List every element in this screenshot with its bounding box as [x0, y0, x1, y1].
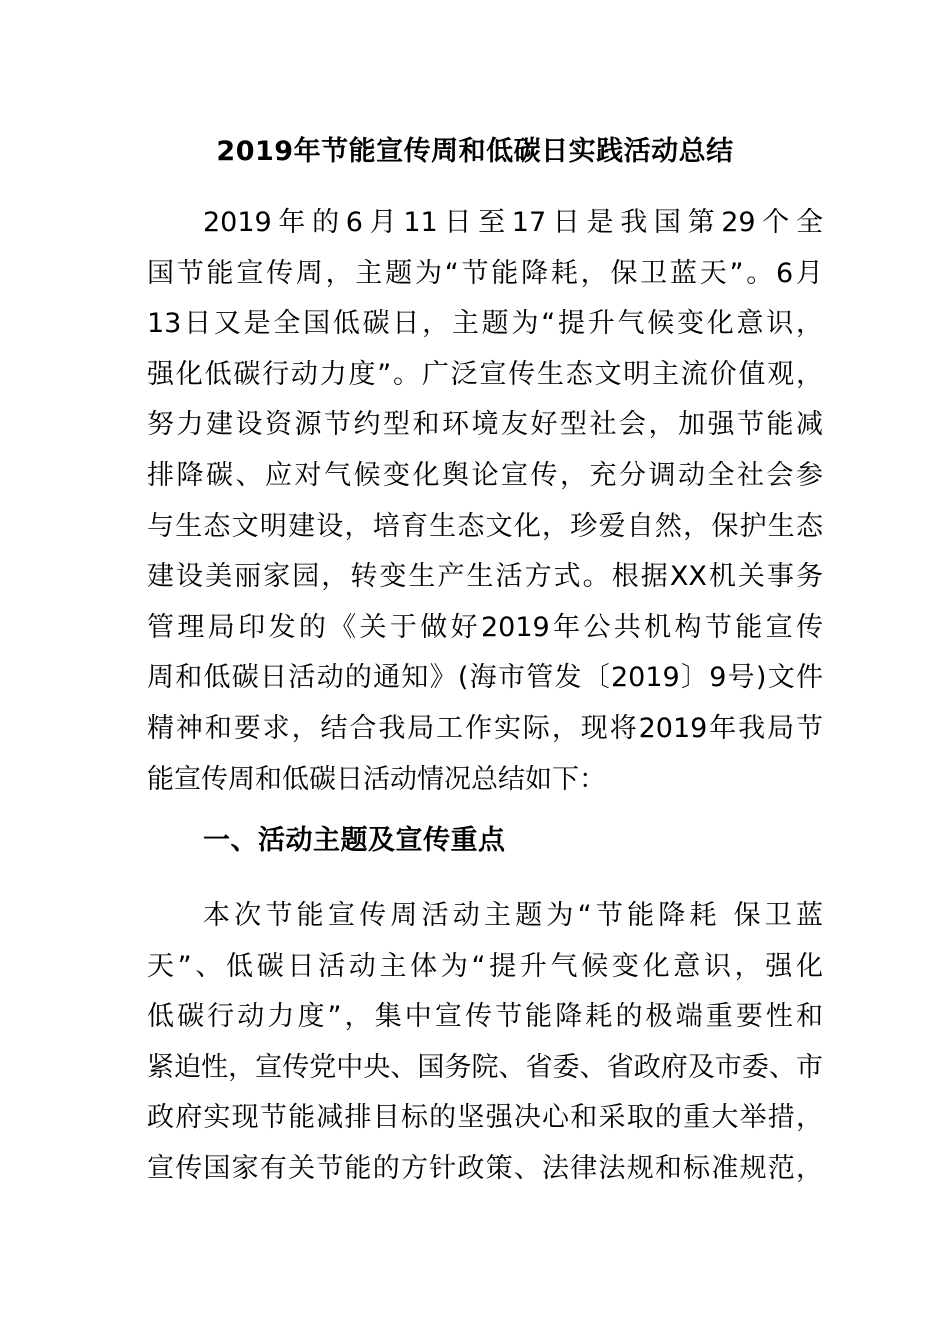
- paragraph-line: 能宣传周和低碳日活动情况总结如下：: [147, 763, 606, 795]
- paragraph-line: 低碳行动力度”，集中宣传节能降耗的极端重要性和: [147, 1001, 823, 1033]
- paragraph-line: 政府实现节能减排目标的坚强决心和采取的重大举措，: [147, 1102, 823, 1134]
- paragraph-line: 天”、低碳日活动主体为“提升气候变化意识，强化: [147, 950, 823, 982]
- document-title: 2019年节能宣传周和低碳日实践活动总结: [216, 136, 734, 167]
- paragraph-intro: [147, 198, 823, 805]
- paragraph-section1: [147, 891, 823, 1195]
- paragraph-line: 精神和要求，结合我局工作实际，现将2019年我局节: [147, 712, 823, 744]
- paragraph-line: 排降碳、应对气候变化舆论宣传，充分调动全社会参: [147, 459, 823, 491]
- paragraph-line: 国节能宣传周，主题为“节能降耗，保卫蓝天”。6月: [147, 257, 823, 289]
- paragraph-line: 13日又是全国低碳日，主题为“提升气候变化意识，: [147, 308, 823, 340]
- paragraph-line: 强化低碳行动力度”。广泛宣传生态文明主流价值观，: [147, 358, 823, 390]
- paragraph-line: 紧迫性，宣传党中央、国务院、省委、省政府及市委、市: [147, 1051, 823, 1083]
- paragraph-line: 2019年的6月11日至17日是我国第29个全: [203, 207, 823, 238]
- paragraph-line: 宣传国家有关节能的方针政策、法律法规和标准规范，: [147, 1152, 823, 1184]
- paragraph-line: 建设美丽家园，转变生产生活方式。根据XX机关事务: [147, 561, 823, 593]
- paragraph-line: 努力建设资源节约型和环境友好型社会，加强节能减: [147, 409, 823, 441]
- section-heading: 一、活动主题及宣传重点: [203, 825, 506, 856]
- paragraph-line: 管理局印发的《关于做好2019年公共机构节能宣传: [147, 611, 823, 643]
- paragraph-line: 与生态文明建设，培育生态文化，珍爱自然，保护生态: [147, 510, 823, 542]
- paragraph-line: 周和低碳日活动的通知》(海市管发〔2019〕9号)文件: [147, 662, 823, 694]
- paragraph-line: 本次节能宣传周活动主题为“节能降耗 保卫蓝: [203, 900, 823, 931]
